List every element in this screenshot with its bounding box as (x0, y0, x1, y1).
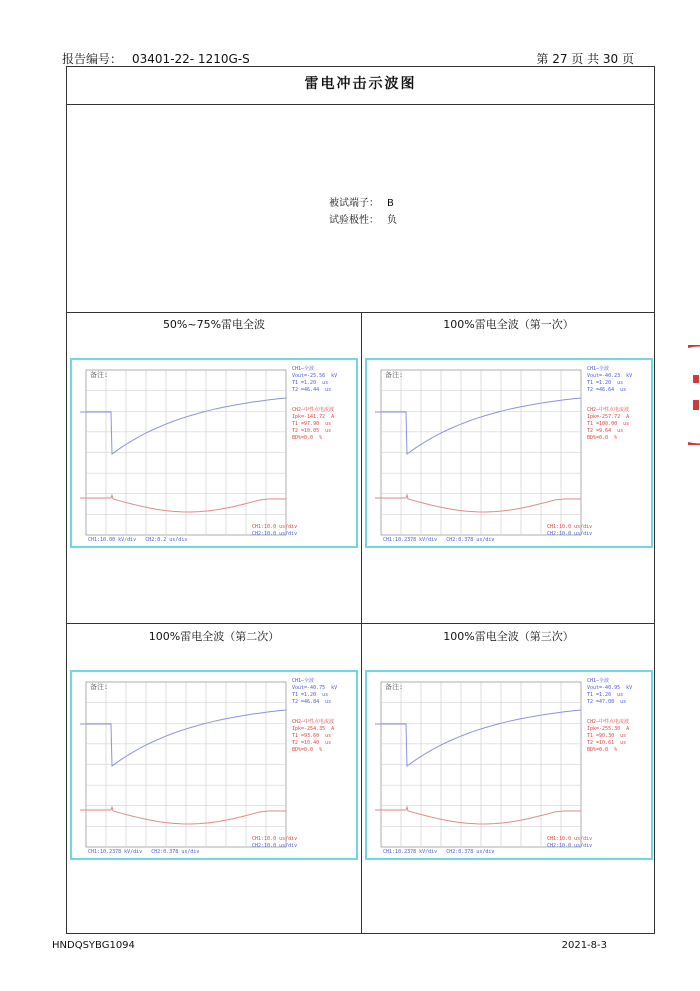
ch2-title: CH2—中性点电流波 (292, 719, 335, 725)
ch1-title: CH1—全波 (292, 678, 315, 684)
ch2-t2: T2 =10.40 us (292, 740, 332, 746)
ch1-timebase: CH1:10.0 us/div (252, 836, 298, 842)
ch2-current-trace (375, 807, 581, 824)
ch2-t1: T1 =90.30 us (587, 733, 627, 739)
ch1-timebase: CH1:10.0 us/div (547, 836, 593, 842)
waveform-cell-4 (362, 624, 655, 934)
ch2-t2: T2 =9.64 us (587, 428, 624, 434)
oscilloscope-capture (365, 358, 653, 548)
ch1-timebase: CH1:10.0 us/div (547, 524, 593, 530)
seal-stamp-fragment (688, 345, 700, 445)
ch1-voltage-trace (375, 710, 581, 766)
waveform-title: 100%雷电全波（第三次） (443, 630, 574, 643)
test-info (67, 104, 654, 313)
ch2-bd: BD%=0.0 % (292, 747, 323, 753)
ch2-peak-current: Ipk=-254.35 A (292, 726, 335, 732)
footer-date: 2021-8-3 (561, 940, 607, 951)
ch2-t1: T1 =93.60 us (292, 733, 332, 739)
ch1-peak-voltage: Vout=-40.95 kV (587, 685, 633, 691)
scale-settings: CH1:10.2378 kV/div CH2:0.378 us/div (88, 849, 200, 855)
ch2-peak-current: Ipk=-141.72 A (292, 414, 335, 420)
scale-settings: CH1:10.2378 kV/div CH2:0.378 us/div (383, 537, 495, 543)
ch1-tail-time: T2 =46.64 us (587, 387, 627, 393)
ch1-title: CH1—全波 (292, 366, 315, 372)
remark-label: 备注: (90, 371, 109, 379)
ch2-current-trace (80, 807, 286, 824)
ch2-title: CH2—中性点电流波 (587, 719, 630, 725)
waveform-cell-1 (67, 312, 361, 623)
ch2-bd: BD%=0.0 % (587, 747, 618, 753)
ch1-peak-voltage: Vout=-25.56 kV (292, 373, 338, 379)
ch1-timebase: CH1:10.0 us/div (252, 524, 298, 530)
ch2-t2: T2 =10.61 us (587, 740, 627, 746)
terminal-line: 被试端子： B (329, 198, 394, 209)
waveform-title: 50%~75%雷电全波 (162, 318, 266, 331)
ch1-front-time: T1 =1.20 us (587, 692, 624, 698)
ch1-voltage-trace (80, 710, 286, 766)
ch2-current-trace (375, 495, 581, 512)
ch1-title: CH1—全波 (587, 678, 610, 684)
ch2-timebase: CH2:10.0 us/div (547, 531, 593, 537)
footer-doc-code: HNDQSYBG1094 (52, 940, 135, 951)
ch2-peak-current: Ipk=-257.72 A (587, 414, 630, 420)
ch2-peak-current: Ipk=-255.30 A (587, 726, 630, 732)
ch2-current-trace (80, 495, 286, 512)
remark-label: 备注: (90, 683, 109, 691)
ch1-peak-voltage: Vout=-40.75 kV (292, 685, 338, 691)
ch1-front-time: T1 =1.20 us (292, 380, 329, 386)
ch2-t2: T2 =10.05 us (292, 428, 332, 434)
oscilloscope-capture (70, 670, 358, 860)
ch2-title: CH2—中性点电流波 (292, 407, 335, 413)
polarity-line: 试验极性： 负 (329, 215, 397, 226)
oscilloscope-capture (70, 358, 358, 548)
scale-settings: CH1:10.00 kV/div CH2:0.2 us/div (88, 537, 188, 543)
page-info: 第 27 页 共 30 页 (536, 52, 634, 66)
ch1-title: CH1—全波 (587, 366, 610, 372)
page-title: 雷电冲击示波图 (67, 67, 654, 105)
ch1-voltage-trace (375, 398, 581, 454)
ch1-front-time: T1 =1.20 us (587, 380, 624, 386)
ch2-t1: T1 =100.00 us (587, 421, 630, 427)
remark-label: 备注: (385, 683, 404, 691)
ch2-bd: BD%=0.0 % (292, 435, 323, 441)
ch1-voltage-trace (80, 398, 286, 454)
ch2-timebase: CH2:10.0 us/div (252, 531, 298, 537)
ch2-bd: BD%=0.0 % (587, 435, 618, 441)
ch2-timebase: CH2:10.0 us/div (252, 843, 298, 849)
ch1-tail-time: T2 =47.08 us (587, 699, 627, 705)
oscilloscope-capture (365, 670, 653, 860)
ch1-front-time: T1 =1.20 us (292, 692, 329, 698)
waveform-title: 100%雷电全波（第二次） (148, 630, 280, 643)
report-frame (66, 66, 655, 934)
waveform-cell-3 (67, 624, 361, 934)
report-number: 报告编号： 03401-22- 1210G-S (62, 52, 250, 66)
ch1-peak-voltage: Vout=-40.23 kV (587, 373, 633, 379)
ch2-t1: T1 =97.90 us (292, 421, 332, 427)
ch1-tail-time: T2 =46.84 us (292, 699, 332, 705)
waveform-cell-2 (362, 312, 655, 623)
scale-settings: CH1:10.2378 kV/div CH2:0.378 us/div (383, 849, 495, 855)
ch1-tail-time: T2 =46.44 us (292, 387, 332, 393)
ch2-timebase: CH2:10.0 us/div (547, 843, 593, 849)
remark-label: 备注: (385, 371, 404, 379)
waveform-title: 100%雷电全波（第一次） (443, 318, 574, 331)
ch2-title: CH2—中性点电流波 (587, 407, 630, 413)
